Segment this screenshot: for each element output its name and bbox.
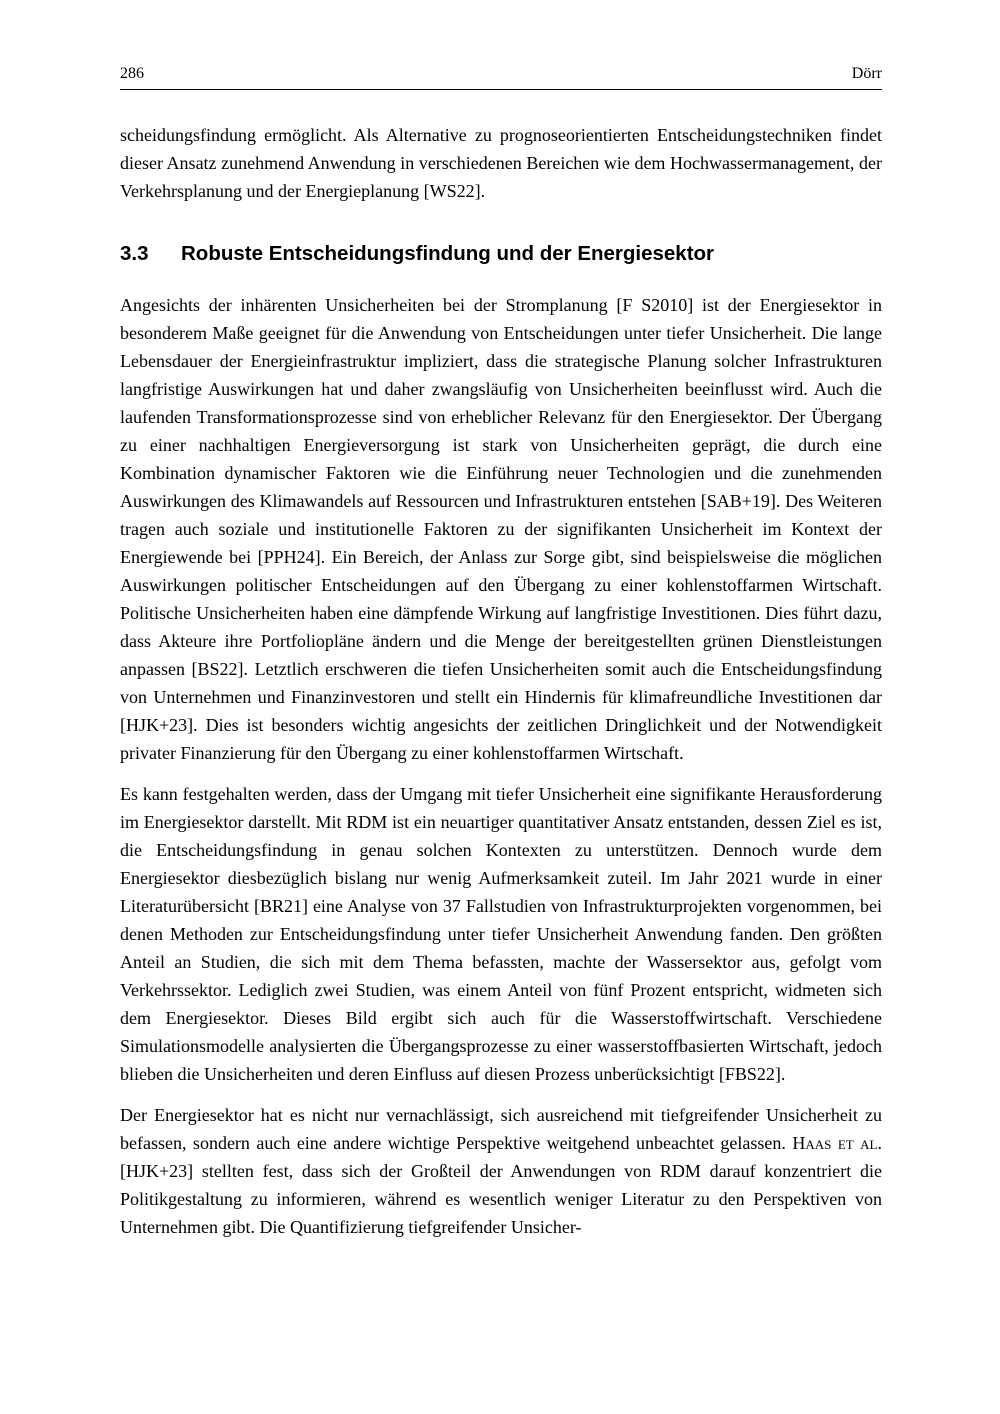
paragraph-perspectives [120, 1101, 882, 1241]
running-header-author: Dörr [851, 65, 882, 82]
running-header [120, 64, 882, 90]
paragraph-energy-sector: Angesichts der inhärenten Unsicherheiten bei der Stromplanung [F S2010] ist der Energiesektor in besonderem Maße geeignet für die Anwendung von Entscheidungen unter tiefer Unsicherheit. Die lange Lebensdauer der Energieinfrastruktur impliziert, dass die strategische Planung solcher Infrastrukturen langfristige Auswirkungen hat und daher zwangsläufig von Unsicherheiten beeinflusst wird. Auch die laufenden Transformationsprozesse sind von erheblicher Relevanz für den Energiesektor. Der Übergang zu einer nachhaltigen Energieversorgung ist stark von Unsicherheiten geprägt, die durch eine Kombination dynamischer Faktoren wie die Einführung neuer Technologien und die zunehmenden Auswirkungen des Klimawandels auf Ressourcen und Infrastrukturen entstehen [SAB+19]. Des Weiteren tragen auch soziale und institutionelle Faktoren zu der signifikanten Unsicherheit im Kontext der Energiewende bei [PPH24]. Ein Bereich, der Anlass zur Sorge gibt, sind beispielsweise die möglichen Auswirkungen politischer Entscheidungen auf den Übergang zu einer kohlenstoffarmen Wirtschaft. Politische Unsicherheiten haben eine dämpfende Wirkung auf langfristige Investitionen. Dies führt dazu, dass Akteure ihre Portfoliopläne ändern und die Menge der bereitgestellten grünen Dienstleistungen anpassen [BS22]. Letztlich erschweren die tiefen Unsicherheiten somit auch die Entscheidungsfindung von Unternehmen und Finanzinvestoren und stellt ein Hindernis für klimafreundliche Investitionen dar [HJK+23]. Dies ist besonders wichtig angesichts der zeitlichen Dringlichkeit und der Notwendigkeit privater Finanzierung für den Übergang zu einer kohlenstoffarmen Wirtschaft. [120, 295, 882, 763]
paragraph-perspectives-text: Der Energiesektor hat es nicht nur vernachlässigt, sich ausreichend mit tiefgreifender Unsicherheit zu befassen, sondern auch eine andere wichtige Perspektive weitgehend unbeachtet gelassen. [120, 1105, 882, 1153]
section-heading [120, 241, 882, 267]
paragraph-continuation: scheidungsfindung ermöglicht. Als Alternative zu prognoseorientierten Entscheidungstechniken findet dieser Ansatz zunehmend Anwendung in verschiedenen Bereichen wie dem Hochwassermanagement, der Verkehrsplanung und der Energieplanung [WS22]. [120, 125, 882, 201]
section-number: 3.3 [120, 242, 149, 265]
page-number: 286 [120, 65, 144, 82]
paragraph-perspectives-text-continued: [HJK+23] stellten fest, dass sich der Großteil der Anwendungen von RDM darauf konzentriert die Politikgestaltung zu informieren, während es wesentlich weniger Literatur zu den Perspektiven von Unternehmen gibt. Die Quantifizierung tiefgreifender Unsicher- [120, 1161, 882, 1237]
page-content [120, 90, 882, 1241]
author-citation-smallcaps: Haas et al. [792, 1133, 882, 1153]
paragraph-rdm-literature: Es kann festgehalten werden, dass der Umgang mit tiefer Unsicherheit eine signifikante Herausforderung im Energiesektor darstellt. Mit RDM ist ein neuartiger quantitativer Ansatz entstanden, dessen Ziel es ist, die Entscheidungsfindung in genau solchen Kontexten zu unterstützen. Dennoch wurde dem Energiesektor diesbezüglich bislang nur wenig Aufmerksamkeit zuteil. Im Jahr 2021 wurde in einer Literaturübersicht [BR21] eine Analyse von 37 Fallstudien von Infrastrukturprojekten vorgenommen, bei denen Methoden zur Entscheidungsfindung unter tiefer Unsicherheit Anwendung fanden. Den größten Anteil an Studien, die sich mit dem Thema befassten, machte der Wassersektor aus, gefolgt vom Verkehrssektor. Lediglich zwei Studien, was einem Anteil von fünf Prozent entspricht, widmeten sich dem Energiesektor. Dieses Bild ergibt sich auch für die Wasserstoffwirtschaft. Verschiedene Simulationsmodelle analysierten die Übergangsprozesse zu einer wasserstoffbasierten Wirtschaft, jedoch blieben die Unsicherheiten und deren Einfluss auf diesen Prozess unberücksichtigt [FBS22]. [120, 784, 882, 1084]
section-title: Robuste Entscheidungsfindung und der Energiesektor [181, 242, 715, 265]
